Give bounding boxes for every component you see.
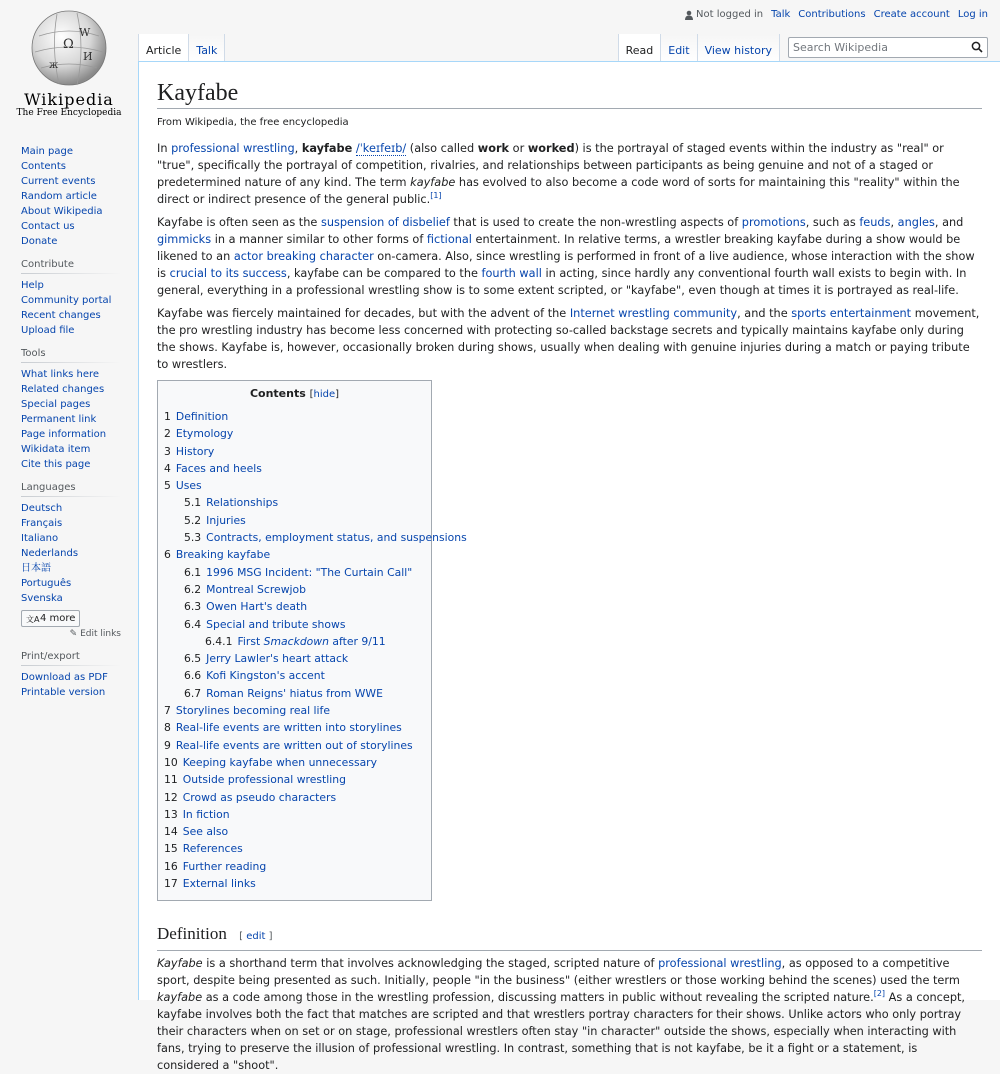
italic-term: Kayfabe [157,957,203,971]
toc-entry[interactable] [164,443,425,460]
toc-entry-link[interactable] [237,635,385,648]
not-logged-in-label: Not logged in [696,9,764,20]
reference-1[interactable]: [1] [430,191,442,201]
text: Kayfabe was fiercely maintained for decades, but with the advent of the [157,307,570,320]
text: , [890,216,898,229]
toc-hide-toggle: [hide] [309,389,340,400]
toc-entry-link[interactable]: Contracts, employment status, and suspensions [206,531,467,545]
toc-entry[interactable] [164,719,425,736]
toc-hide-button[interactable]: hide [313,389,336,400]
text: ) is the portrayal of staged events within the industry as "real" or "true", specifically the portrayal of competition, rivalries, and relationships between participants as being genuine and not of a staged or predetermined nature of any kind. The term [157,142,944,189]
sidebar-lang-nederlands[interactable]: Nederlands [21,548,79,559]
tab-view-history[interactable]: View history [698,34,780,62]
toc-entry[interactable] [164,598,425,615]
toc-title-label: Contents [249,387,306,400]
print-heading: Print/export [21,651,121,666]
toc-entry-link[interactable]: Faces and heels [175,461,262,475]
sidebar-item-permanent-link[interactable]: Permanent link [21,414,97,425]
wikipedia-tagline: The Free Encyclopedia [16,108,122,118]
sidebar [21,146,121,708]
toc-entry-number: 14 [164,825,178,839]
toc-entry-link[interactable]: In fiction [182,807,230,821]
search-box [788,37,988,58]
text: (also called [406,142,478,155]
sidebar-item-random-article[interactable]: Random article [21,191,97,202]
toc-entry-text: First [237,634,264,648]
toc-entry[interactable] [164,685,425,702]
toc-entry-link[interactable]: References [182,842,243,856]
toc-entry[interactable] [164,408,425,425]
paragraph-intro-1 [157,140,982,208]
text: In [157,142,172,155]
section-edit: [ edit ] [239,931,273,943]
sidebar-item-contact[interactable]: Contact us [21,221,75,232]
toc-entry-number: 17 [164,877,178,891]
link-crucial-to-its-success[interactable]: crucial to its success [169,267,287,280]
ipa-pronunciation[interactable]: /ˈkeɪfeɪb/ [355,142,407,155]
tools-heading: Tools [21,348,121,363]
toc-entry-text-italic: Smackdown [263,634,329,648]
toc-entry[interactable] [164,564,425,581]
toc-entry[interactable] [164,858,425,875]
text: , and the [737,307,792,320]
toc-entry[interactable] [164,771,425,788]
text: is a shorthand term that involves acknowledging the staged, scripted nature of [202,957,659,971]
toc-entry-link[interactable]: Injuries [206,513,246,527]
text: as a code among those in the wrestling profession, discussing matters in public without revealing the scripted nature. [202,991,874,1005]
more-languages-label: 4 more [40,613,76,624]
toc-entry-link[interactable]: Jerry Lawler's heart attack [206,652,349,666]
toc-entry-number: 5.1 [184,496,202,510]
toc-entry-link[interactable]: Breaking kayfabe [175,548,271,562]
toc-entry-number: 5 [164,479,171,493]
toc-entry-number: 6.2 [184,582,202,596]
sidebar-item-upload-file[interactable]: Upload file [21,325,75,336]
toc-entry-link[interactable]: Real-life events are written into storylines [175,721,402,735]
page-title: Kayfabe [157,78,982,109]
toc-entry-link[interactable]: External links [182,877,256,891]
link-gimmicks[interactable]: gimmicks [157,233,212,246]
sidebar-item-recent-changes[interactable]: Recent changes [21,310,101,321]
bold-term-worked: worked [527,142,575,155]
link-angles[interactable]: angles [897,216,935,229]
text: As a concept, kayfabe involves both the fact that matches are scripted and that wrestlers portray characters for their shows. Unlike actors who only portray their characters when on set or on stage, professional wrestlers often stay "in character" outside the shows, especially when interacting with fans, trying to preserve the illusion of professional wrestling. In contrast, something that is not kayfabe, be it a fight or a statement, is considered a "shoot". [157,991,966,1073]
toc-entry-number: 6.4.1 [205,634,233,648]
toc-entry[interactable] [164,754,425,771]
sidebar-lang-portugues[interactable]: Português [21,578,72,589]
link-professional-wrestling-2[interactable]: professional wrestling [658,957,782,971]
toc-entry-link[interactable]: Special and tribute shows [206,617,346,631]
text: , and [934,216,964,229]
pencil-icon: ✎ [69,629,78,639]
sidebar-item-download-pdf[interactable]: Download as PDF [21,672,108,683]
toc-entry-link[interactable]: Outside professional wrestling [182,773,346,787]
wikipedia-logo[interactable] [14,8,124,128]
toc-entry-number: 5.3 [184,531,202,545]
toc-entry-number: 15 [164,842,178,856]
sidebar-lang-japanese[interactable]: 日本語 [21,563,51,574]
toc-entry[interactable] [164,529,467,546]
edit-section-link[interactable]: edit [246,931,266,943]
sidebar-contribute [21,259,121,336]
bold-term-work: work [477,142,510,155]
sidebar-languages [21,482,121,639]
italic-term: kayfabe [157,991,203,1005]
sidebar-item-wikidata-item[interactable]: Wikidata item [21,444,91,455]
toc-entry-link[interactable]: Further reading [182,859,267,873]
table-of-contents [157,380,467,901]
toc-entry[interactable] [164,477,425,494]
sidebar-item-page-information[interactable]: Page information [21,429,107,440]
view-tabs [618,34,988,62]
toc-entry[interactable] [164,702,425,719]
toc-entry[interactable] [164,650,425,667]
link-professional-wrestling[interactable]: professional wrestling [171,142,295,155]
sidebar-lang-francais[interactable]: Français [21,518,63,529]
toc-entry-number: 5.2 [184,513,202,527]
toc-entry-number: 6.3 [184,600,202,614]
toc-entry[interactable] [164,512,425,529]
search-icon[interactable] [971,41,983,56]
sidebar-item-printable-version[interactable]: Printable version [21,687,106,698]
toc-entry-number: 16 [164,859,178,873]
toc-entry[interactable] [164,581,425,598]
sidebar-item-help[interactable]: Help [21,280,44,291]
toc-entry-link[interactable]: Roman Reigns' hiatus from WWE [206,686,383,700]
sidebar-item-community-portal[interactable]: Community portal [21,295,112,306]
sidebar-navigation [21,146,121,247]
toc-entry[interactable] [164,494,425,511]
toc-entry[interactable] [164,806,425,823]
text: , [294,142,302,155]
sidebar-item-special-pages[interactable]: Special pages [21,399,91,410]
toc-entry-link[interactable]: History [175,444,215,458]
sidebar-item-what-links-here[interactable]: What links here [21,369,100,380]
text: has evolved to also become a code word of sorts for maintaining this "reality" within the direct or indirect presence of the general public. [157,176,960,206]
text: movement, the pro wrestling industry has become less concerned with protecting so-called backstage secrets and typically maintains kayfabe only during the shows. Kayfabe is, however, occasionally broken during shows, usually when dealing with genuine injuries during a match or paying tribute to wrestlers. [157,307,980,371]
sidebar-item-contents[interactable]: Contents [21,161,66,172]
puzzle-globe-icon [27,8,111,88]
text: , such as [805,216,860,229]
sidebar-item-donate[interactable]: Donate [21,236,58,247]
svg-text:И: И [83,50,93,63]
toc-entry-number: 7 [164,704,171,718]
toc-entry-number: 13 [164,807,178,821]
more-languages-button[interactable] [21,610,80,627]
tab-read[interactable]: Read [618,34,662,62]
toc-entry-link[interactable]: Real-life events are written out of storylines [175,738,413,752]
toc-entry-number: 8 [164,721,171,735]
search-input[interactable] [789,38,965,57]
svg-text:Ω: Ω [63,37,74,52]
text: or [509,142,528,155]
toc-entry-number: 4 [164,461,171,475]
toc-entry[interactable] [164,737,425,754]
toc-entry-number: 12 [164,790,178,804]
link-internet-wrestling-community[interactable]: Internet wrestling community [569,307,738,320]
toc-entry-text: after 9/11 [328,634,386,648]
toc-entry[interactable] [164,823,425,840]
sidebar-lang-svenska[interactable]: Svenska [21,593,63,604]
tab-edit[interactable]: Edit [661,34,697,62]
contribute-heading: Contribute [21,259,121,274]
toc-entry-number: 6 [164,548,171,562]
link-sports-entertainment[interactable]: sports entertainment [791,307,912,320]
toc-title [164,387,425,400]
link-feuds[interactable]: feuds [859,216,891,229]
reference-2[interactable]: [2] [873,989,886,999]
wikipedia-wordmark: Wikipedia [24,90,114,109]
link-fictional[interactable]: fictional [426,233,472,246]
link-suspension-of-disbelief[interactable]: suspension of disbelief [320,216,450,229]
sidebar-item-main-page[interactable]: Main page [21,146,74,157]
create-account-link[interactable]: Create account [873,9,950,20]
sidebar-item-related-changes[interactable]: Related changes [21,384,105,395]
link-promotions[interactable]: promotions [741,216,806,229]
text: Kayfabe is often seen as the [157,216,321,229]
svg-text:ж: ж [49,60,59,71]
text: , kayfabe can be compared to the [286,267,482,280]
toc-entry-link[interactable]: 1996 MSG Incident: "The Curtain Call" [206,565,413,579]
toc-list [164,408,467,892]
edit-links-label: Edit links [80,629,121,639]
toc-entry-number: 3 [164,444,171,458]
paragraph-intro-3 [157,305,982,373]
toc-entry-link[interactable]: Relationships [206,496,279,510]
svg-text:W: W [79,26,91,39]
sidebar-lang-deutsch[interactable]: Deutsch [21,503,63,514]
text: that is used to create the non-wrestling aspects of [449,216,742,229]
tab-talk[interactable]: Talk [189,34,225,62]
paragraph-definition [157,955,982,1074]
toc-entry[interactable] [164,840,425,857]
toc-entry[interactable] [164,425,425,442]
talk-link[interactable]: Talk [771,9,791,20]
text: on-camera. Also, since wrestling is performed in front of a live audience, whose interaction with the show is [157,250,975,280]
toc-entry-link[interactable]: Keeping kayfabe when unnecessary [182,755,378,769]
toc-entry-link[interactable]: Definition [175,410,229,423]
toc-entry[interactable] [164,667,425,684]
toc-entry-number: 2 [164,427,171,441]
bold-term-kayfabe: kayfabe [301,142,353,155]
link-actor-breaking-character[interactable]: actor breaking character [233,250,374,263]
toc-entry-number: 6.4 [184,617,202,631]
toc-entry-link[interactable]: Etymology [175,427,234,441]
definition-heading-label: Definition [157,924,227,944]
toc-entry[interactable] [164,875,425,892]
toc-entry-link[interactable]: Storylines becoming real life [175,704,330,718]
toc-entry-link[interactable]: Owen Hart's death [206,600,308,614]
toc-entry-number: 6.7 [184,686,202,700]
toc-entry[interactable] [164,546,425,563]
languages-heading: Languages [21,482,121,497]
toc-entry-number: 6.5 [184,652,202,666]
toc-entry-link[interactable]: Crowd as pseudo characters [182,790,337,804]
namespace-tabs [138,34,225,62]
sidebar-item-cite-this-page[interactable]: Cite this page [21,459,91,470]
toc-entry-number: 6.1 [184,565,202,579]
sidebar-item-about[interactable]: About Wikipedia [21,206,103,217]
contributions-link[interactable]: Contributions [798,9,866,20]
sidebar-item-current-events[interactable]: Current events [21,176,96,187]
toc-entry[interactable] [164,616,425,633]
toc-entry-link[interactable]: Kofi Kingston's accent [206,669,325,683]
translate-icon [26,614,40,624]
tab-article[interactable]: Article [138,34,189,62]
toc-entry[interactable] [164,460,425,477]
text: , as opposed to a competitive sport, despite being presented as such. Initially, people "in the business" (either wrestlers or those working behind the scenes) used the term [157,957,960,988]
toc-entry-number: 6.6 [184,669,202,683]
user-icon [684,10,694,20]
svg-text:文A: 文A [26,614,40,624]
toc-entry-link[interactable]: See also [182,825,229,839]
site-subtitle: From Wikipedia, the free encyclopedia [157,117,349,128]
toc-entry-number: 11 [164,773,178,787]
italic-term: kayfabe [410,176,456,189]
not-logged-in [684,9,763,20]
sidebar-lang-italiano[interactable]: Italiano [21,533,59,544]
article-content [138,61,1000,1073]
toc-entry[interactable] [164,789,425,806]
toc-entry-number: 10 [164,755,178,769]
text: in a manner similar to other forms of [211,233,427,246]
sidebar-tools [21,348,121,470]
text: in acting, since hardly any conventional fourth wall exists to begin with. In general, everything in a professional wrestling show is to some extent scripted, or "kayfabe", even though at times it is portrayed as real-life. [157,267,967,297]
personal-tools [684,9,988,20]
toc-entry-number: 9 [164,738,171,752]
toc-entry-link[interactable]: Uses [175,479,202,493]
log-in-link[interactable]: Log in [957,9,988,20]
edit-links[interactable] [21,629,121,639]
sidebar-print [21,651,121,698]
toc-entry-link[interactable]: Montreal Screwjob [206,582,306,596]
paragraph-intro-2 [157,214,982,299]
section-heading-definition [157,921,982,951]
text: entertainment. In relative terms, a wrestler breaking kayfabe during a show would be likened to an [157,233,961,263]
toc-entry[interactable] [164,633,425,650]
toc-entry-number: 1 [164,410,171,423]
link-fourth-wall[interactable]: fourth wall [481,267,542,280]
